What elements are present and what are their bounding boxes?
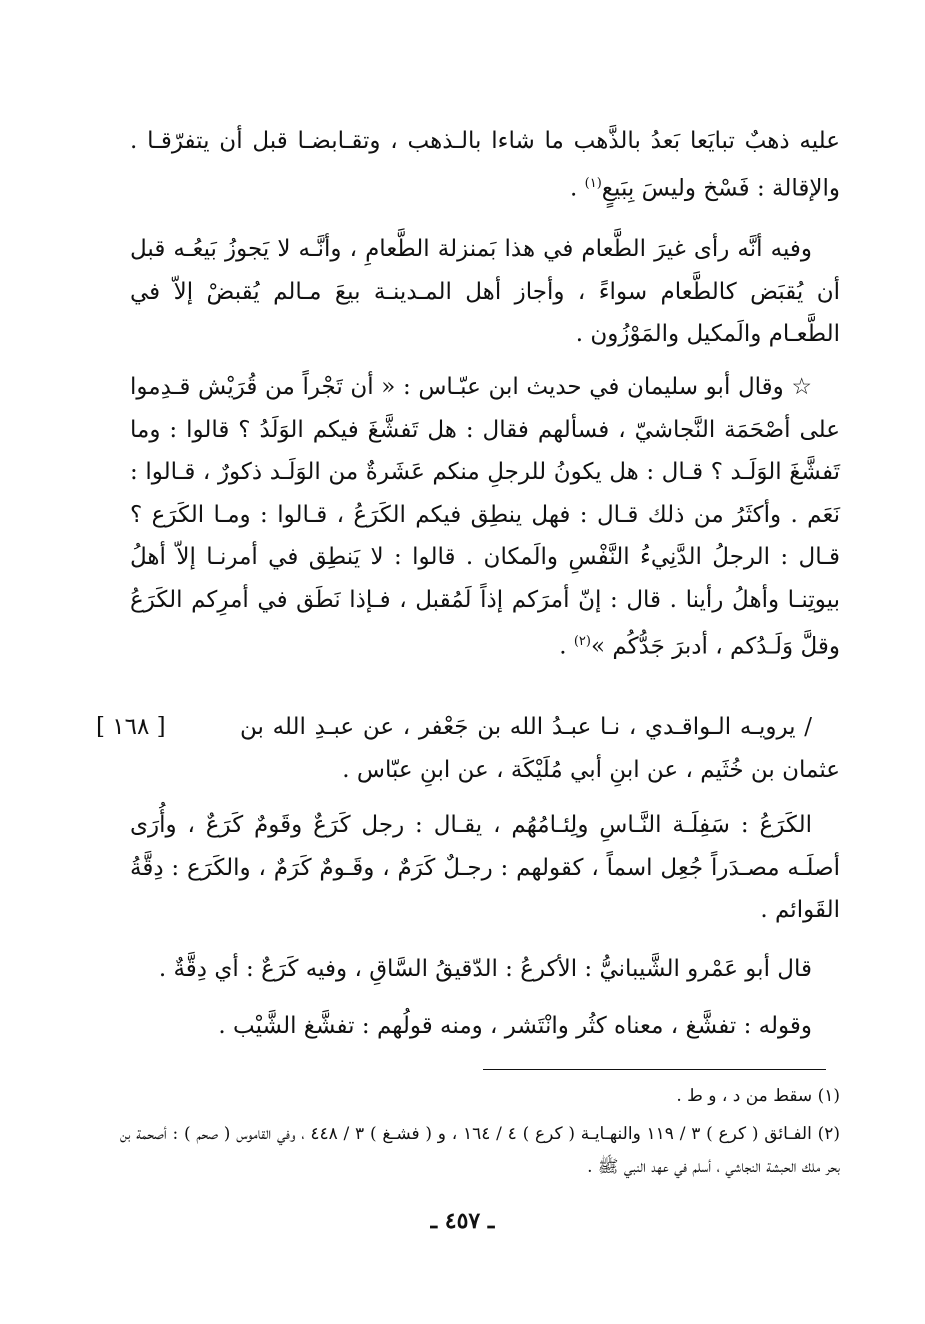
- paragraph-7: وقوله : تفشَّغ ، معناه كثُر وانْتَشر ، ومنه قولُهم : تفشَّغ الشَّيْب .: [218, 1013, 812, 1039]
- page-number: ـ ٤٥٧ ـ: [430, 1208, 495, 1234]
- footnote-1: (١) سقط من د ، و ط .: [676, 1086, 840, 1106]
- paragraph-1-text: عليه ذهبٌ تبايَعا بَعدُ بالذَّهب ما شاءا بالـذهب ، وتقـابضـا قبل أن يتفرّقـا . والإقالة : فَسْخ وليسَ بِبَيعٍ: [130, 128, 840, 202]
- footnote-2: (٢) الفـائق ( كرع ) ٣ / ١١٩ والنهـايـة ( كرع ) ٤ / ١٦٤ ، و ( فشـغ ) ٣ / ٤٤٨ ، وفي القاموس ( صحم ) : أصحمة بن بحر ملك الحبشة النجاشي ، أسلم في عهد النبي ﷺ .: [120, 1124, 840, 1177]
- paragraph-6: قال أبو عَمْرو الشَّيبانيُّ : الأكرعُ : الدّقيقُ السَّاقِ ، وفيه كَرَعٌ : أي دِقَّةٌ .: [158, 956, 812, 982]
- footnote-ref-2: (٢): [573, 634, 591, 649]
- paragraph-3: ☆ وقال أبو سليمان في حديث ابن عبّـاس : « أن تَجْراً من قُرَيْش قـدِموا على أصْحَمَة النَّجاشيّ ، فسألهم فقال : هل تَفشَّغَ فيكم الوَلَدُ ؟ قالوا : وما تَفشَّغَ الوَلَـد ؟ قـال : هل يكونُ للرجلِ منكم عَشَرةٌ من الوَلَـد ذكورٌ ، قـالوا : نَعَم . وأكثَرُ من ذلك قـال : فهل ينطِق فيكم الكَرَعُ ، قـالوا : ومـا الكَرَع ؟ قـال : الرجلُ الدَّنِيءُ النَّفْسِ والَمكان . قالوا : لا يَنطِق في أمرنـا إلاّ أهلُ بيوتِنـا وأهلُ رأينا . قال : إنّ أمرَكم إذاً لَمُقبل ، فـإذا نَطَق في أمرِكم الكَرَعُ وقلَّ وَلَـدُكم ، أدبرَ جَدُّكُم »$^{(٢)}$ .: [130, 374, 840, 660]
- footnote-separator: [483, 1069, 826, 1070]
- margin-page-marker: [ ١٦٨ ]: [96, 714, 166, 740]
- paragraph-5: الكَرَعُ : سَفِلَـة النَّـاسِ ولِئـامُهُم ، يقـال : رجل كَرَعٌ وقَومٌ كَرَعٌ ، وأُرَى أصلَـه مصـدَراً جُعِل اسماً ، كقولهم : رجـلٌ كَرَمٌ ، وقَـومٌ كَرَمٌ ، والكَرَع : دِقَّةُ القَوائم .: [130, 812, 840, 923]
- paragraph-2: وفيه أنَّه رأى غيرَ الطَّعام في هذا بَمنزلة الطَّعامِ ، وأنَّـه لا يَجوزُ بَيعُـه قبل أن يُقبَض كالطَّعام سواءً ، وأجاز أهل المـدينـة بيعَ مـالم يُقبضْ إلاّ في الطَّعـام والَمكيل والمَوْزُون .: [130, 236, 840, 347]
- paragraph-4: / يرويـه الـواقـدي ، نـا عبـدُ الله بن جَعْفر ، عن عبـدِ الله بن عثمان بن خُثَيم ، عن ابنِ أبي مُلَيْكَة ، عن ابنِ عبّاس .: [240, 714, 840, 783]
- paragraph-1: عليه ذهبٌ تبايَعا بَعدُ بالذَّهب ما شاءا بالـذهب ، وتقـابضـا قبل أن يتفرّقـا . والإقالة : فَسْخ وليسَ بِبَيعٍ$^{(١)}$ .: [130, 128, 840, 202]
- paragraph-3-text: ☆ وقال أبو سليمان في حديث ابن عبّـاس : « أن تَجْراً من قُرَيْش قـدِموا على أصْحَمَة النَّجاشيّ ، فسألهم فقال : هل تَفشَّغَ فيكم الوَلَدُ ؟ قالوا : وما تَفشَّغَ الوَلَـد ؟ قـال : هل يكونُ للرجلِ منكم عَشَرةٌ من الوَلَـد ذكورٌ ، قـالوا : نَعَم . وأكثَرُ من ذلك قـال : فهل ينطِق فيكم الكَرَعُ ، قـالوا : ومـا الكَرَع ؟ قـال : الرجلُ الدَّنِيءُ النَّفْسِ والَمكان . قالوا : لا يَنطِق في أمرنـا إلاّ أهلُ بيوتِنـا وأهلُ رأينا . قال : إنّ أمرَكم إذاً لَمُقبل ، فـإذا نَطَق في أمرِكم الكَرَعُ وقلَّ وَلَـدُكم ، أدبرَ جَدُّكُم »: [130, 374, 840, 660]
- footnote-ref-1: (١): [584, 175, 602, 191]
